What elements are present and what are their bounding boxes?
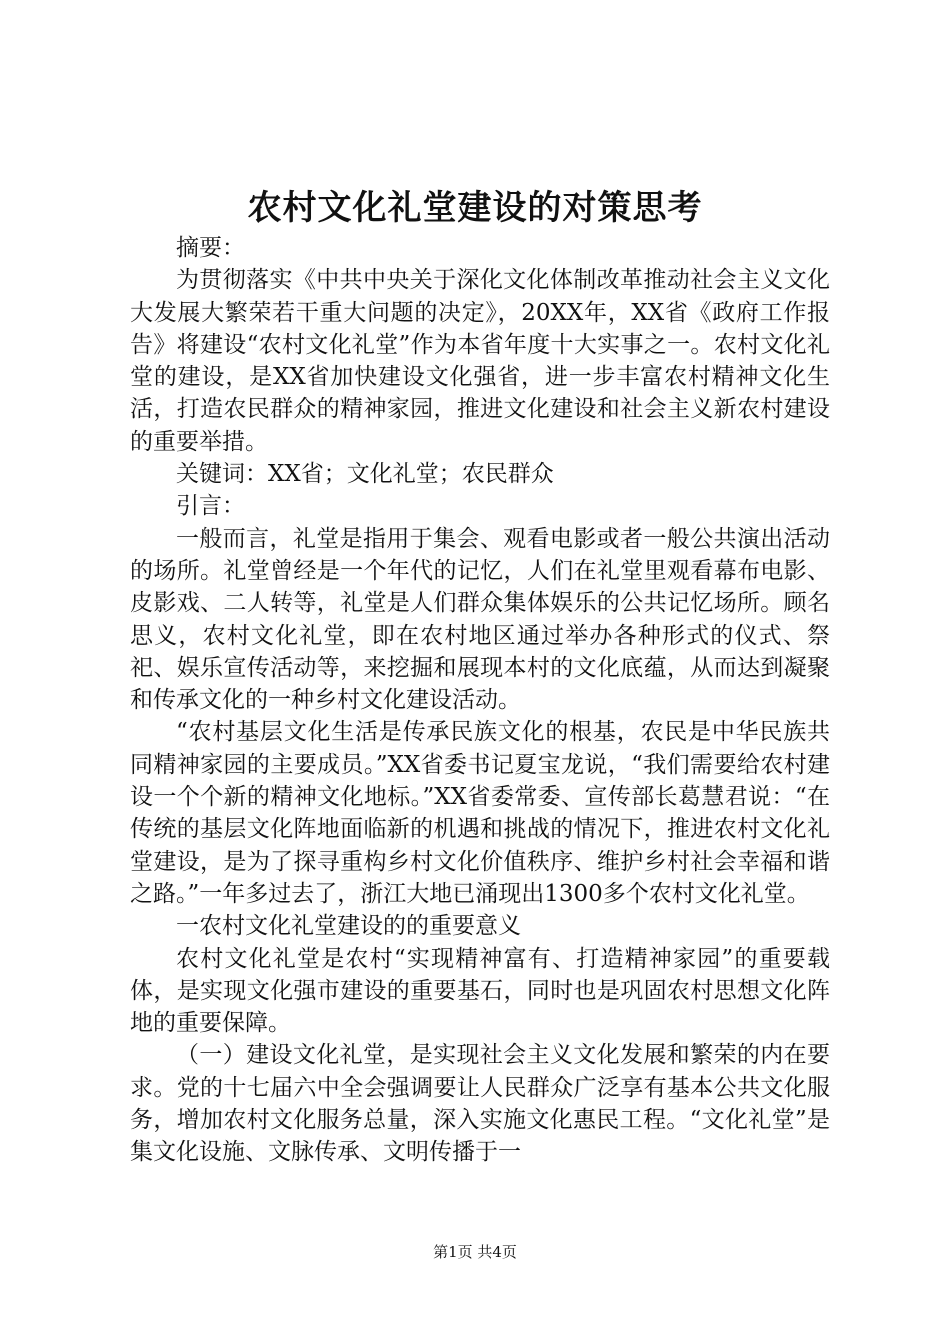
section-one-heading: 一农村文化礼堂建设的的重要意义 [176,913,521,940]
quote-paragraph: “农村基层文化生活是传承民族文化的根基，农民是中华民族共同精神家园的主要成员。”XX省委书记夏宝龙说，“我们需要给农村建设一个个新的精神文化地标。”XX省委常委、宣传部长葛慧君说：“在传统的基层文化阵地面临新的机遇和挑战的情况下，推进农村文化礼堂建设，是为了探寻重构乡村文化价值秩序、维护乡村社会幸福和谐之路。”一年多过去了，浙江大地已涌现出1300多个农村文化礼堂。 [130,719,830,907]
subsection-one-paragraph: （一）建设文化礼堂，是实现社会主义文化发展和繁荣的内在要求。党的十七届六中全会强调要让人民群众广泛享有基本公共文化服务，增加农村文化服务总量，深入实施文化惠民工程。“文化礼堂”是集文化设施、文脉传承、文明传播于一 [130,1042,830,1166]
document-title: 农村文化礼堂建设的对策思考 [247,188,703,228]
document-body [130,232,830,1169]
abstract-heading: 摘要： [176,235,245,261]
abstract-paragraph: 为贯彻落实《中共中央关于深化文化体制改革推动社会主义文化大发展大繁荣若干重大问题的决定》，20XX年，XX省《政府工作报告》将建设“农村文化礼堂”作为本省年度十大实事之一。农村文化礼堂的建设，是XX省加快建设文化强省，进一步丰富农村精神文化生活，打造农民群众的精神家园，推进文化建设和社会主义新农村建设的重要举措。 [130,267,830,455]
section-one-paragraph: 农村文化礼堂是农村“实现精神富有、打造精神家园”的重要载体，是实现文化强市建设的重要基石，同时也是巩固农村思想文化阵地的重要保障。 [130,945,830,1037]
introduction-heading: 引言： [176,493,245,520]
keywords-line: 关键词：XX省；文化礼堂；农民群众 [176,461,554,488]
page-number-footer: 第1页 共4页 [433,1243,517,1261]
introduction-paragraph: 一般而言，礼堂是指用于集会、观看电影或者一般公共演出活动的场所。礼堂曾经是一个年代的记忆，人们在礼堂里观看幕布电影、皮影戏、二人转等，礼堂是人们群众集体娱乐的公共记忆场所。顾名思义，农村文化礼堂，即在农村地区通过举办各种形式的仪式、祭祀、娱乐宣传活动等，来挖掘和展现本村的文化底蕴，从而达到凝聚和传承文化的一种乡村文化建设活动。 [130,525,830,714]
